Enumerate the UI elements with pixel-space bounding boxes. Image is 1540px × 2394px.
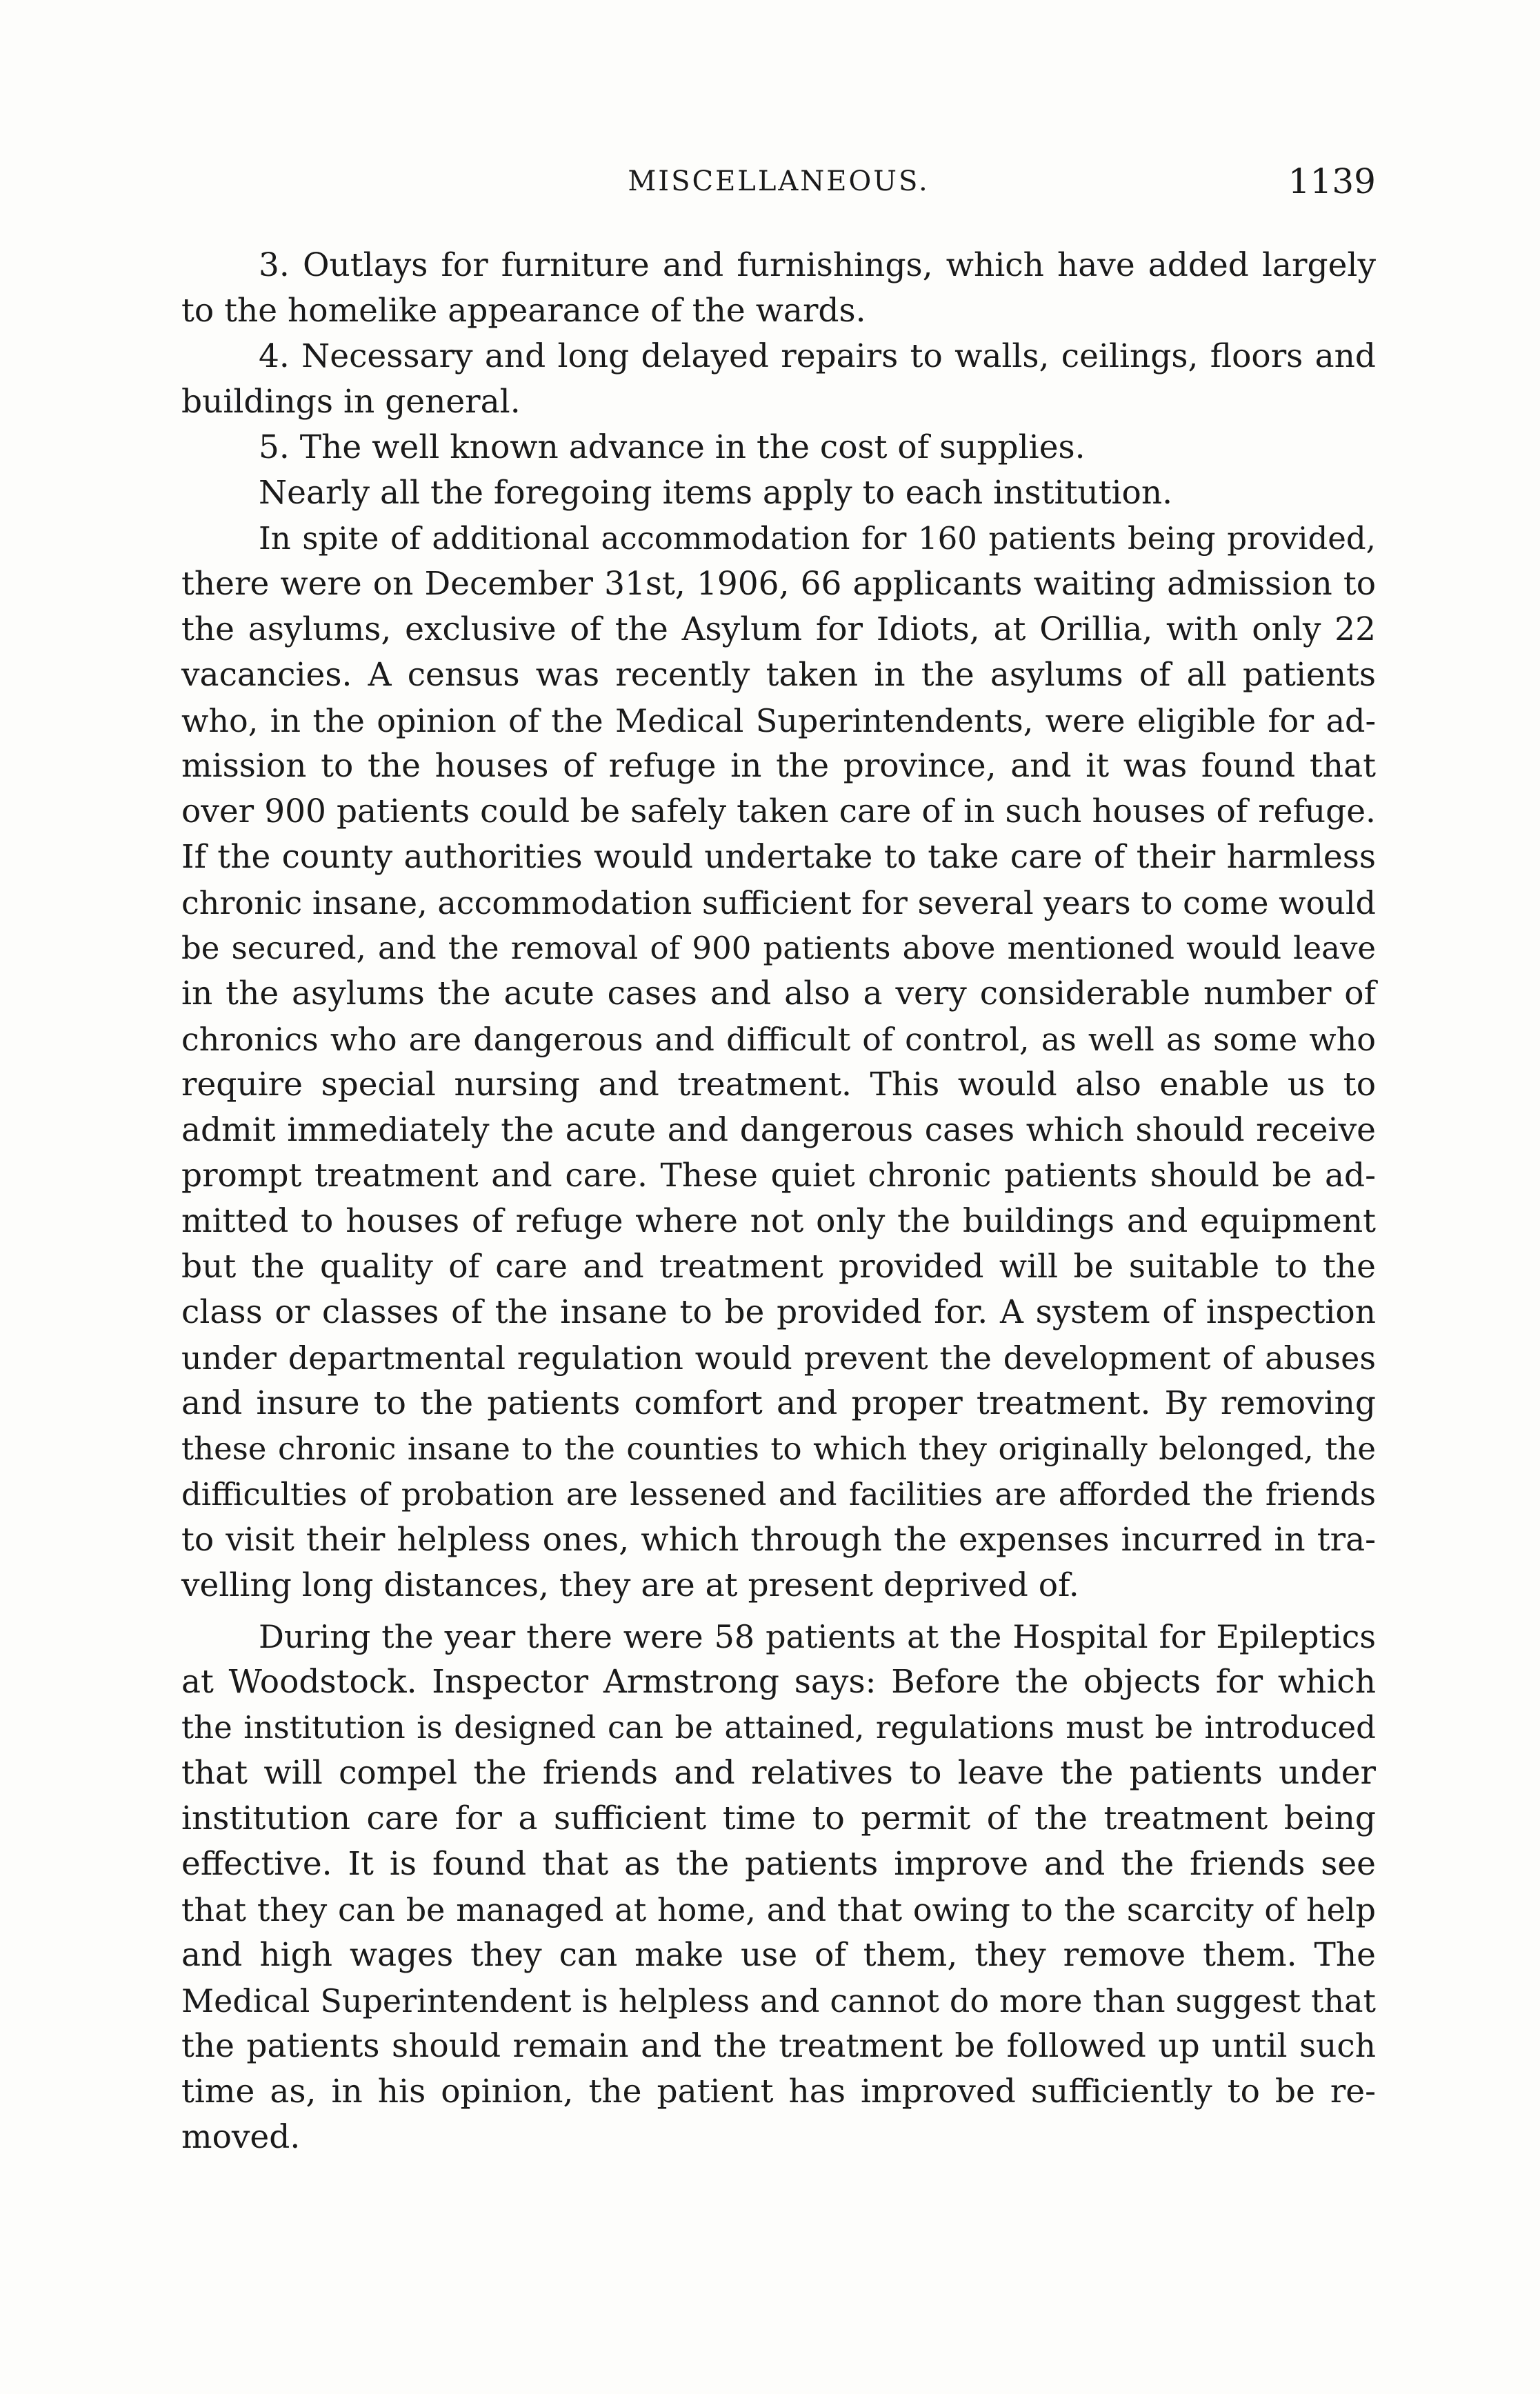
text-line: chronic insane, accommodation sufficient for several years to come would	[181, 884, 1376, 921]
text-line: 3. Outlays for furniture and furnishings, which have added largely	[259, 246, 1376, 284]
text-line: the patients should remain and the treatment be followed up until such	[181, 2027, 1376, 2065]
text-line: prompt treatment and care. These quiet chronic patients should be ad-	[181, 1157, 1376, 1195]
text-line: class or classes of the insane to be provided for. A system of inspection	[181, 1293, 1376, 1331]
text-line: admit immediately the acute and dangerous cases which should receive	[181, 1111, 1376, 1149]
text-line: vacancies. A census was recently taken in the asylums of all patients	[181, 656, 1376, 694]
text-line: institution care for a sufficient time to permit of the treatment being	[181, 1799, 1376, 1837]
text-line: difficulties of probation are lessened and facilities are afforded the friends	[181, 1476, 1376, 1513]
text-line: Nearly all the foregoing items apply to each institution.	[259, 474, 1173, 512]
text-line: moved.	[181, 2118, 301, 2156]
text-line: If the county authorities would undertake to take care of their harmless	[181, 838, 1376, 876]
text-line: in the asylums the acute cases and also a very considerable number of	[181, 975, 1376, 1013]
text-line: 4. Necessary and long delayed repairs to walls, ceilings, floors and	[259, 337, 1376, 375]
body-text	[181, 243, 1376, 2160]
text-line: and high wages they can make use of them, they remove them. The	[181, 1936, 1376, 1974]
text-line: be secured, and the removal of 900 patients above mentioned would leave	[181, 930, 1376, 966]
text-line: these chronic insane to the counties to which they originally belonged, the	[181, 1430, 1376, 1467]
text-line: under departmental regulation would prevent the development of abuses	[181, 1339, 1376, 1377]
text-line: chronics who are dangerous and difficult of control, as well as some who	[181, 1021, 1376, 1058]
text-line: buildings in general.	[181, 383, 521, 421]
text-line: to visit their helpless ones, which through the expenses incurred in tra-	[181, 1521, 1376, 1559]
text-line: that will compel the friends and relatives to leave the patients under	[181, 1754, 1376, 1792]
text-line: at Woodstock. Inspector Armstrong says: Before the objects for which	[181, 1663, 1376, 1701]
text-line: over 900 patients could be safely taken care of in such houses of refuge.	[181, 792, 1376, 830]
text-line: time as, in his opinion, the patient has improved sufficiently to be re-	[181, 2073, 1376, 2111]
text-line: to the homelike appearance of the wards.	[181, 292, 866, 330]
text-line: Medical Superintendent is helpless and cannot do more than suggest that	[181, 1982, 1376, 2019]
text-line: there were on December 31st, 1906, 66 applicants waiting admission to	[181, 565, 1376, 603]
running-head	[181, 157, 1376, 206]
text-line: the asylums, exclusive of the Asylum for Idiots, at Orillia, with only 22	[181, 610, 1376, 648]
text-line: mission to the houses of refuge in the province, and it was found that	[181, 747, 1376, 785]
text-line: In spite of additional accommodation for 160 patients being provided,	[259, 520, 1376, 557]
text-line: effective. It is found that as the patients improve and the friends see	[181, 1845, 1376, 1883]
text-line: and insure to the patients comfort and proper treatment. By removing	[181, 1384, 1376, 1422]
text-line: require special nursing and treatment. This would also enable us to	[181, 1066, 1376, 1104]
text-line: that they can be managed at home, and that owing to the scarcity of help	[181, 1891, 1376, 1928]
text-line: mitted to houses of refuge where not only the buildings and equipment	[181, 1202, 1376, 1240]
text-line: During the year there were 58 patients at the Hospital for Epileptics	[259, 1618, 1376, 1655]
running-title: MISCELLANEOUS.	[628, 166, 930, 197]
text-line: the institution is designed can be attained, regulations must be introduced	[181, 1709, 1376, 1746]
text-line: but the quality of care and treatment provided will be suitable to the	[181, 1248, 1376, 1286]
page-number: 1139	[1288, 161, 1376, 201]
text-line: velling long distances, they are at present deprived of.	[181, 1566, 1079, 1604]
text-line: who, in the opinion of the Medical Superintendents, were eligible for ad-	[181, 702, 1376, 739]
text-line: 5. The well known advance in the cost of supplies.	[259, 428, 1086, 466]
